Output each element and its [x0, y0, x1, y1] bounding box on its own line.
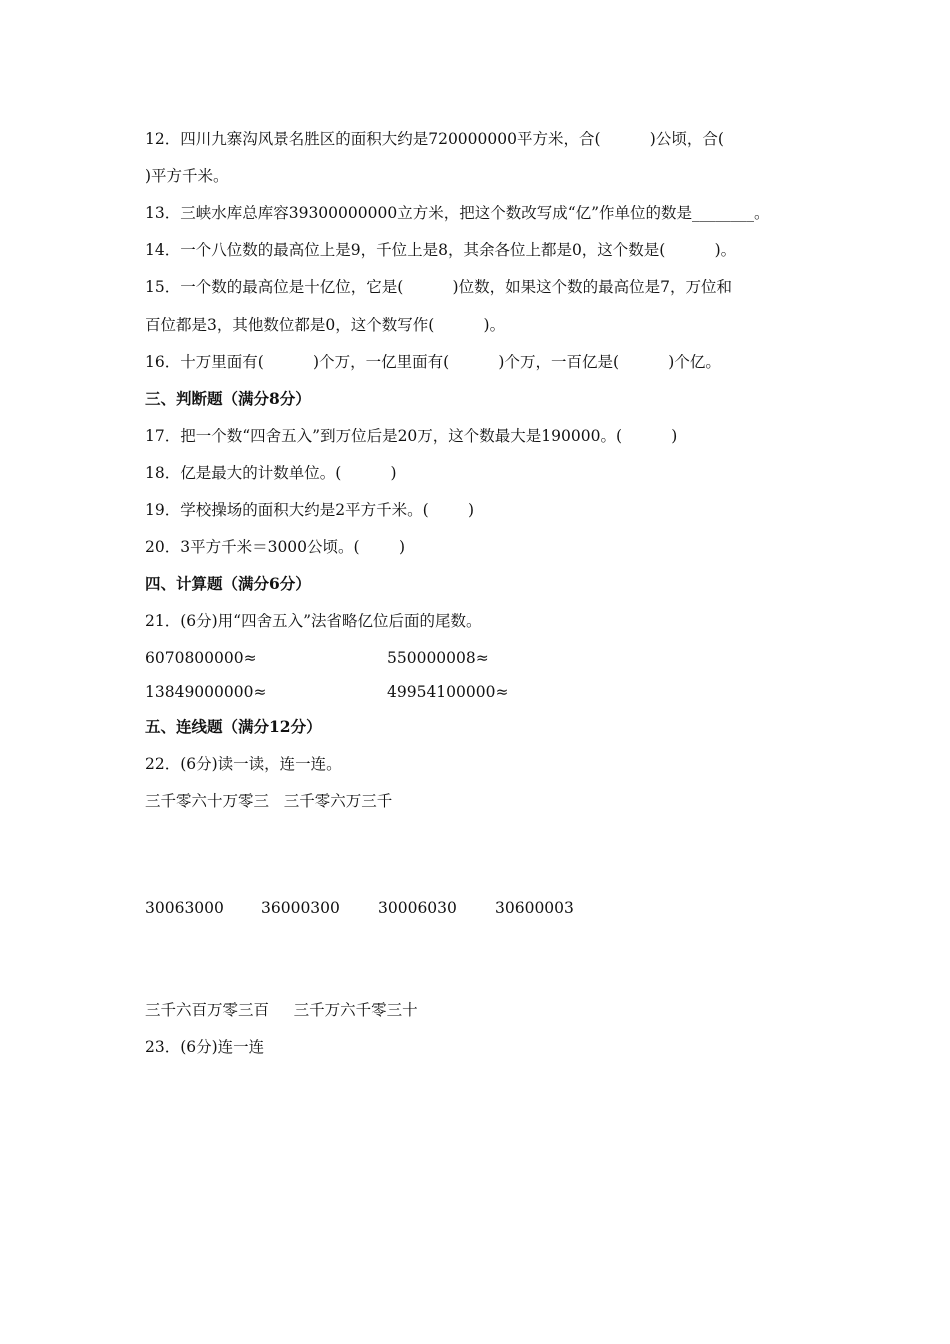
- question-16: 16．十万里面有( )个万，一亿里面有( )个万，一百亿是( )个亿。: [145, 353, 721, 371]
- calc-item-4: 49954100000≈: [387, 683, 509, 701]
- match-number: 30006030: [378, 899, 457, 917]
- question-18: 18．亿是最大的计数单位。( ): [145, 464, 397, 482]
- match-number: 36000300: [261, 899, 340, 917]
- match-top-words: 三千零六十万零三 三千零六万三千: [145, 792, 393, 810]
- question-20: 20．3平方千米＝3000公顷。( ): [145, 538, 406, 556]
- question-23: 23．(6分)连一连: [145, 1038, 265, 1056]
- question-21: 21．(6分)用“四舍五入”法省略亿位后面的尾数。: [145, 612, 482, 630]
- question-14: 14．一个八位数的最高位上是9，千位上是8，其余各位上都是0，这个数是( )。: [145, 241, 737, 259]
- question-12-line2: )平方千米。: [145, 167, 229, 185]
- section-3-heading: 三、判断题（满分8分）: [145, 389, 311, 408]
- calc-item-3: 13849000000≈: [145, 683, 267, 701]
- question-19: 19．学校操场的面积大约是2平方千米。( ): [145, 501, 475, 519]
- calc-item-2: 550000008≈: [387, 649, 489, 667]
- question-17: 17．把一个数“四舍五入”到万位后是20万，这个数最大是190000。( ): [145, 427, 678, 445]
- question-15-line1: 15．一个数的最高位是十亿位，它是( )位数，如果这个数的最高位是7，万位和: [145, 278, 732, 296]
- question-13: 13．三峡水库总库容39300000000立方米，把这个数改写成“亿”作单位的数是________。: [145, 204, 770, 222]
- section-4-heading: 四、计算题（满分6分）: [145, 574, 311, 593]
- calc-item-1: 6070800000≈: [145, 649, 257, 667]
- match-bottom-words: 三千六百万零三百 三千万六千零三十: [145, 1001, 418, 1019]
- question-12-line1: 12．四川九寨沟风景名胜区的面积大约是720000000平方米，合( )公顷，合(: [145, 130, 724, 148]
- section-5-heading: 五、连线题（满分12分）: [145, 717, 322, 736]
- match-number: 30600003: [495, 899, 574, 917]
- question-15-line2: 百位都是3，其他数位都是0，这个数写作( )。: [145, 316, 506, 334]
- match-number: 30063000: [145, 899, 224, 917]
- question-22: 22．(6分)读一读，连一连。: [145, 755, 342, 773]
